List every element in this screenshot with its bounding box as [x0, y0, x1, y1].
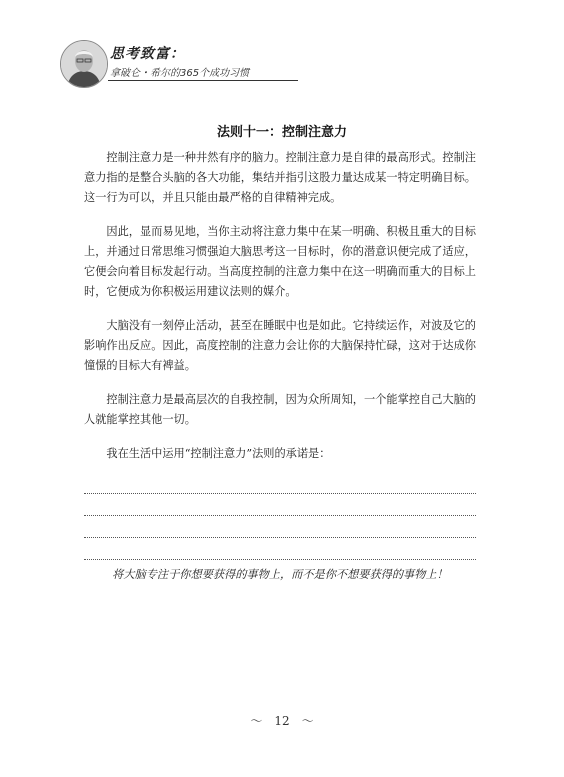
book-title: 思考致富： [110, 46, 185, 62]
writing-line [84, 516, 476, 538]
portrait-icon [61, 41, 107, 87]
writing-line [84, 494, 476, 516]
book-subtitle: 拿破仑・希尔的365个成功习惯 [110, 68, 250, 79]
pledge-writing-lines [84, 472, 476, 560]
page-number: 〜 12 〜 [250, 714, 314, 728]
author-portrait [60, 40, 108, 88]
paragraph: 控制注意力是最高层次的自我控制，因为众所周知，一个能掌控自己大脑的人就能掌控其他一切。 [84, 393, 476, 426]
law-title: 法则十一：控制注意力 [216, 125, 347, 140]
pledge-label: 我在生活中运用“控制注意力”法则的承诺是： [106, 447, 331, 460]
motto: 将大脑专注于你想要获得的事物上，而不是你不想要获得的事物上！ [112, 568, 448, 581]
paragraph: 控制注意力是一种井然有序的脑力。控制注意力是自律的最高形式。控制注意力指的是整合头脑的各大功能，集结并指引这股力量达成某一特定明确目标。这一行为可以，并且只能由最严格的自律精神完成。 [84, 151, 476, 204]
writing-line [84, 472, 476, 494]
body-text [84, 148, 476, 468]
header-divider [108, 80, 298, 81]
paragraph: 因此，显而易见地，当你主动将注意力集中在某一明确、积极且重大的目标上，并通过日常思维习惯强迫大脑思考这一目标时，你的潜意识便完成了适应，它便会向着目标发起行动。当高度控制的注意力集中在这一明确而重大的目标上时，它便成为你积极运用建议法则的媒介。 [84, 225, 476, 298]
running-header [60, 40, 320, 92]
writing-line [84, 538, 476, 560]
paragraph: 大脑没有一刻停止活动，甚至在睡眠中也是如此。它持续运作，对波及它的影响作出反应。因此，高度控制的注意力会让你的大脑保持忙碌，这对于达成你憧憬的目标大有裨益。 [84, 319, 476, 372]
